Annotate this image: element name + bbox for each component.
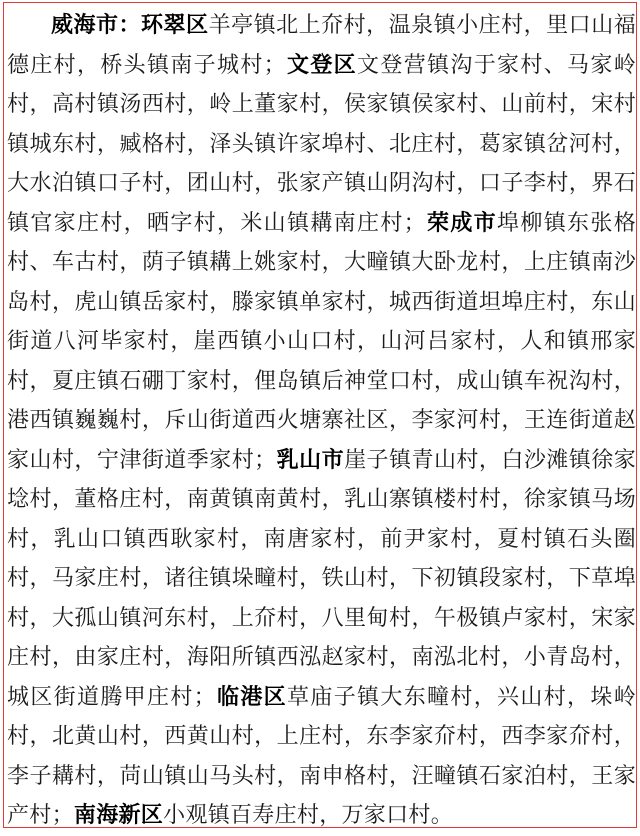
village-list-wendeng: 文登营镇沟于家村、马家岭村，高村镇汤西村，岭上董家村，侯家镇侯家村、山前村，宋村镇城东村，臧格村，泽头镇许家埠村、北庄村，葛家镇岔河村，大水泊镇口子村，团山村，张家产镇山阴沟村，口子李村，界石镇官家庄村，晒字村，米山镇耩南庄村； <box>7 52 637 236</box>
village-list-nanhai: 小观镇百寿庄村，万家口村。 <box>163 803 454 828</box>
village-list-paragraph <box>7 6 636 836</box>
village-list-huancui: 羊亭镇北上夼村，温泉镇小庄村，里口山福德庄村，桥头镇南子城村； <box>7 13 636 78</box>
village-list-rongcheng: 埠柳镇东张格村、车古村，荫子镇耩上姚家村，大疃镇大卧龙村，上庄镇南沙岛村，虎山镇岳家村，滕家镇单家村，城西街道坦埠庄村，东山街道八河毕家村，崖西镇小山口村，山河吕家村，人和镇邢家村，夏庄镇石硼丁家村，俚岛镇后神堂口村，成山镇车祝沟村，港西镇巍巍村，斥山街道西火塘寨社区，李家河村，王连街道赵家山村，宁津街道季家村； <box>7 210 637 473</box>
district-name-rushan: 乳山市 <box>276 447 345 473</box>
village-list-lingang: 草庙子镇大东疃村，兴山村，垛岭村，北黄山村，西黄山村，上庄村，东李家夼村，西李家夼村，李子耩村，苘山镇山马头村，南申格村，汪疃镇石家泊村，王家产村； <box>7 684 637 828</box>
district-name-lingang: 临港区 <box>215 684 288 710</box>
document-frame <box>3 2 637 828</box>
village-list-rushan: 崖子镇青山村，白沙滩镇徐家埝村，董格庄村，南黄镇南黄村，乳山寨镇楼村村，徐家镇马场村，乳山口镇西耿家村，南唐家村，前尹家村，夏村镇石头圈村，马家庄村，诸往镇垛疃村，铁山村，下初镇段家村，下草埠村，大孤山镇河东村，上夼村，八里甸村，午极镇卢家村，宋家庄村，由家庄村，海阳所镇西泓赵家村，南泓北村，小青岛村，城区街道腾甲庄村； <box>7 447 636 710</box>
district-name-nanhai: 南海新区 <box>73 803 164 828</box>
district-name-rongcheng: 荣成市 <box>425 210 498 236</box>
district-name-huancui: 环翠区 <box>141 13 209 38</box>
city-name: 威海市： <box>51 13 142 38</box>
district-name-wendeng: 文登区 <box>285 52 358 78</box>
